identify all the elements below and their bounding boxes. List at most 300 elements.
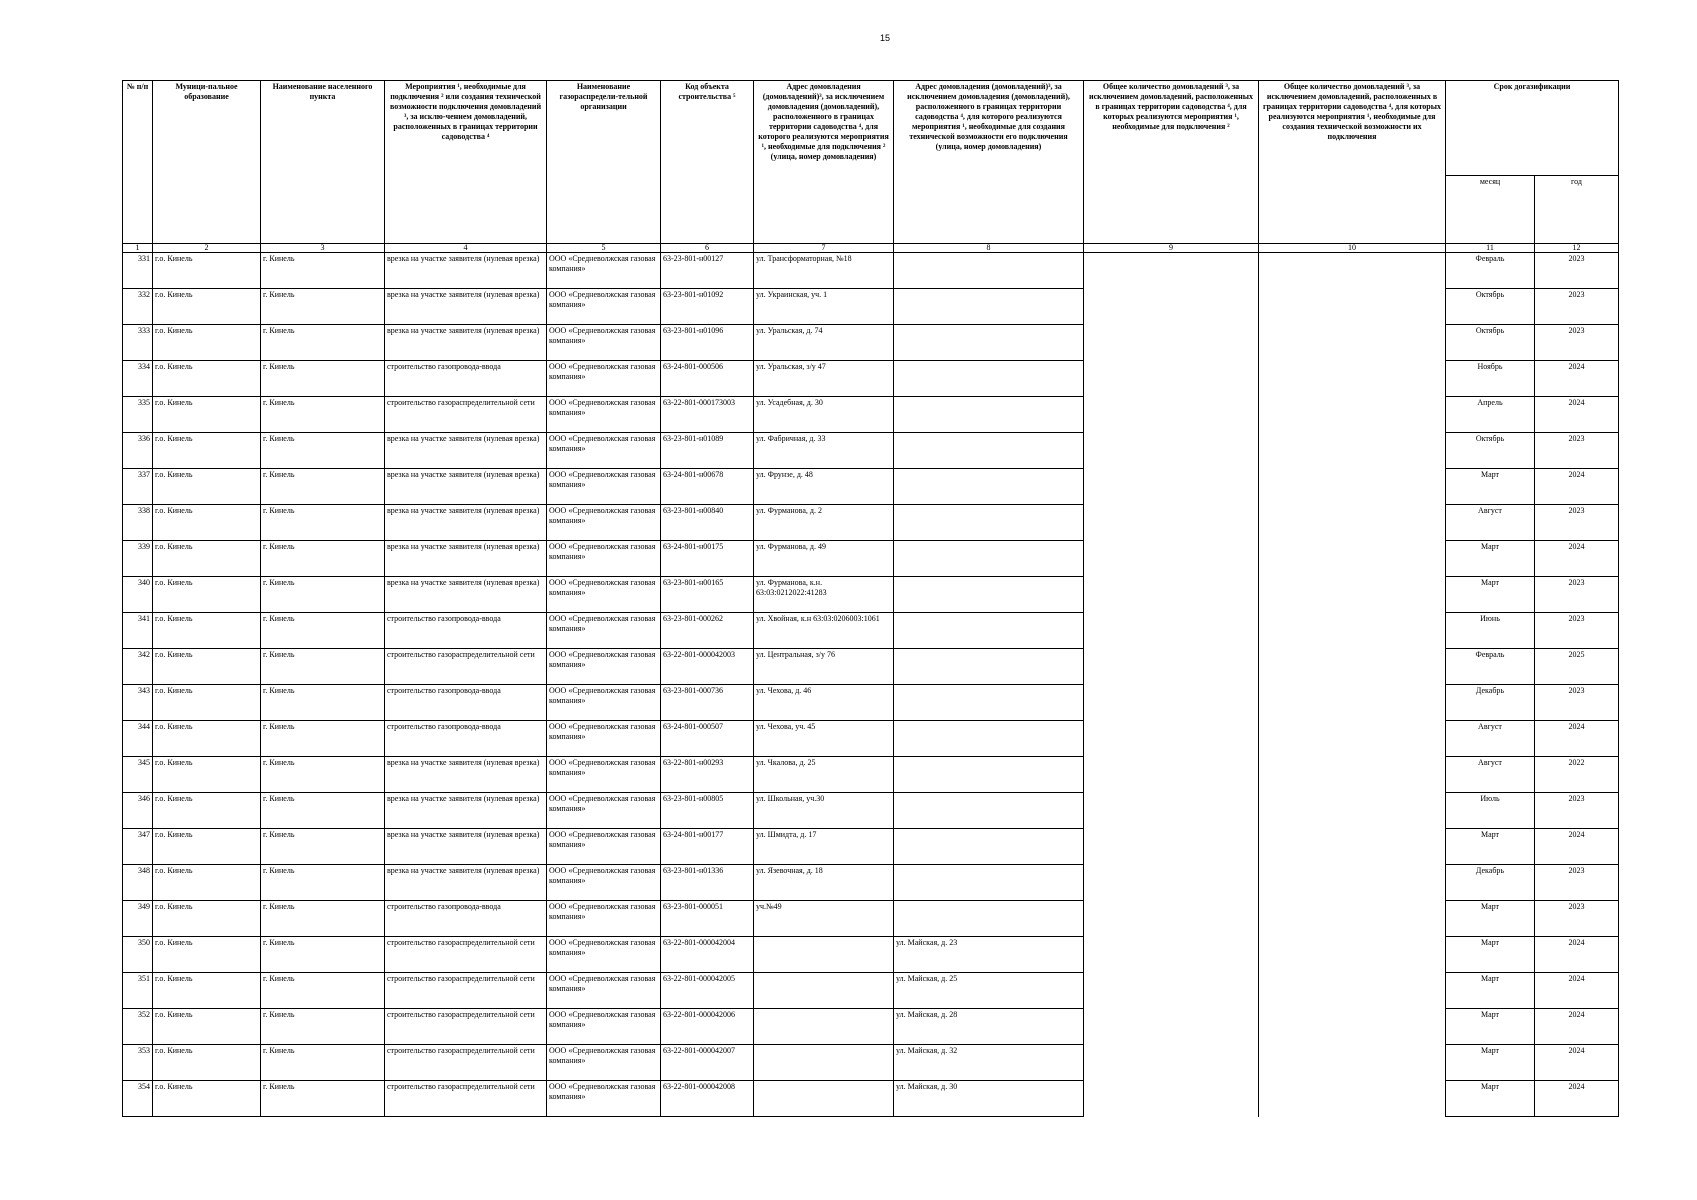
organization-cell: ООО «Средневолжская газовая компания»: [547, 973, 661, 1009]
address-connection-cell: ул. Чехова, д. 46: [754, 685, 894, 721]
count-technical-cell: [1259, 685, 1446, 721]
year-cell: 2023: [1535, 685, 1619, 721]
column-number: 4: [385, 244, 547, 253]
settlement-cell: г. Кинель: [261, 829, 385, 865]
year-cell: 2023: [1535, 505, 1619, 541]
organization-cell: ООО «Средневолжская газовая компания»: [547, 1009, 661, 1045]
settlement-cell: г. Кинель: [261, 649, 385, 685]
settlement-cell: г. Кинель: [261, 685, 385, 721]
organization-cell: ООО «Средневолжская газовая компания»: [547, 901, 661, 937]
municipality-cell: г.о. Кинель: [153, 1045, 261, 1081]
address-connection-cell: ул. Шмидта, д. 17: [754, 829, 894, 865]
address-connection-cell: ул. Фурманова, д. 2: [754, 505, 894, 541]
municipality-cell: г.о. Кинель: [153, 613, 261, 649]
month-cell: Март: [1446, 469, 1535, 505]
column-number: 3: [261, 244, 385, 253]
month-cell: Март: [1446, 829, 1535, 865]
object-code-cell: 63-23-801-000736: [661, 685, 754, 721]
year-cell: 2024: [1535, 1009, 1619, 1045]
municipality-cell: г.о. Кинель: [153, 793, 261, 829]
row-number: 334: [123, 361, 153, 397]
count-connection-cell: [1084, 829, 1259, 865]
settlement-cell: г. Кинель: [261, 541, 385, 577]
row-number: 331: [123, 253, 153, 289]
address-connection-cell: ул. Трансформаторная, №18: [754, 253, 894, 289]
organization-cell: ООО «Средневолжская газовая компания»: [547, 289, 661, 325]
count-connection-cell: [1084, 253, 1259, 289]
settlement-cell: г. Кинель: [261, 361, 385, 397]
address-technical-cell: [894, 361, 1084, 397]
year-cell: 2025: [1535, 649, 1619, 685]
month-cell: Август: [1446, 757, 1535, 793]
address-technical-cell: [894, 253, 1084, 289]
table-row: [123, 865, 1619, 901]
object-code-cell: 63-24-801-н00177: [661, 829, 754, 865]
column-number: 9: [1084, 244, 1259, 253]
count-connection-cell: [1084, 1045, 1259, 1081]
count-connection-cell: [1084, 649, 1259, 685]
year-cell: 2023: [1535, 325, 1619, 361]
settlement-cell: г. Кинель: [261, 901, 385, 937]
settlement-cell: г. Кинель: [261, 505, 385, 541]
year-cell: 2024: [1535, 937, 1619, 973]
month-cell: Октябрь: [1446, 433, 1535, 469]
organization-cell: ООО «Средневолжская газовая компания»: [547, 793, 661, 829]
month-cell: Март: [1446, 901, 1535, 937]
address-connection-cell: [754, 937, 894, 973]
measure-cell: строительство газопровода-ввода: [385, 613, 547, 649]
municipality-cell: г.о. Кинель: [153, 649, 261, 685]
page-number: 15: [879, 33, 890, 43]
row-number: 353: [123, 1045, 153, 1081]
column-number: 5: [547, 244, 661, 253]
row-number: 339: [123, 541, 153, 577]
header-year: год: [1535, 176, 1619, 244]
organization-cell: ООО «Средневолжская газовая компания»: [547, 865, 661, 901]
table-row: [123, 829, 1619, 865]
column-numbers-row: [123, 244, 1619, 253]
municipality-cell: г.о. Кинель: [153, 757, 261, 793]
month-cell: Август: [1446, 721, 1535, 757]
month-cell: Апрель: [1446, 397, 1535, 433]
count-connection-cell: [1084, 685, 1259, 721]
object-code-cell: 63-23-801-н00840: [661, 505, 754, 541]
object-code-cell: 63-23-801-н01092: [661, 289, 754, 325]
measure-cell: врезка на участке заявителя (нулевая врезка): [385, 433, 547, 469]
address-connection-cell: ул. Чехова, уч. 45: [754, 721, 894, 757]
count-connection-cell: [1084, 505, 1259, 541]
municipality-cell: г.о. Кинель: [153, 361, 261, 397]
organization-cell: ООО «Средневолжская газовая компания»: [547, 325, 661, 361]
address-technical-cell: ул. Майская, д. 32: [894, 1045, 1084, 1081]
month-cell: Март: [1446, 541, 1535, 577]
address-technical-cell: [894, 829, 1084, 865]
row-number: 341: [123, 613, 153, 649]
object-code-cell: 63-23-801-н01089: [661, 433, 754, 469]
table-row: [123, 649, 1619, 685]
count-technical-cell: [1259, 721, 1446, 757]
object-code-cell: 63-22-801-000173003: [661, 397, 754, 433]
count-technical-cell: [1259, 865, 1446, 901]
header-measures: Мероприятия ¹, необходимые для подключения ² или создания технической возможности подключения домовладений ³, за исклю-чением домовладений, расположенных в границах территории садоводства ⁴: [385, 81, 547, 244]
count-technical-cell: [1259, 901, 1446, 937]
address-connection-cell: уч.№49: [754, 901, 894, 937]
column-number: 12: [1535, 244, 1619, 253]
address-connection-cell: ул. Школьная, уч.30: [754, 793, 894, 829]
municipality-cell: г.о. Кинель: [153, 721, 261, 757]
municipality-cell: г.о. Кинель: [153, 1009, 261, 1045]
row-number: 342: [123, 649, 153, 685]
table-row: [123, 361, 1619, 397]
object-code-cell: 63-23-801-н00127: [661, 253, 754, 289]
measure-cell: врезка на участке заявителя (нулевая врезка): [385, 541, 547, 577]
settlement-cell: г. Кинель: [261, 937, 385, 973]
settlement-cell: г. Кинель: [261, 973, 385, 1009]
header-object-code: Код объекта строительства ⁵: [661, 81, 754, 244]
municipality-cell: г.о. Кинель: [153, 289, 261, 325]
year-cell: 2023: [1535, 793, 1619, 829]
table-row: [123, 613, 1619, 649]
measure-cell: строительство газопровода-ввода: [385, 721, 547, 757]
address-technical-cell: [894, 505, 1084, 541]
year-cell: 2024: [1535, 1081, 1619, 1117]
measure-cell: врезка на участке заявителя (нулевая врезка): [385, 829, 547, 865]
year-cell: 2024: [1535, 397, 1619, 433]
count-technical-cell: [1259, 1009, 1446, 1045]
settlement-cell: г. Кинель: [261, 289, 385, 325]
address-technical-cell: [894, 793, 1084, 829]
address-technical-cell: [894, 721, 1084, 757]
organization-cell: ООО «Средневолжская газовая компания»: [547, 397, 661, 433]
organization-cell: ООО «Средневолжская газовая компания»: [547, 1045, 661, 1081]
header-address-connection: Адрес домовладения (домовладений)³, за исключением домовладения (домовладений), расположенного в границах территории садоводства ⁴, для которого реализуются мероприятия ¹, необходимые для подключения ² (улица, номер домовладения): [754, 81, 894, 244]
organization-cell: ООО «Средневолжская газовая компания»: [547, 541, 661, 577]
count-technical-cell: [1259, 613, 1446, 649]
count-technical-cell: [1259, 937, 1446, 973]
table-row: [123, 469, 1619, 505]
address-technical-cell: [894, 901, 1084, 937]
month-cell: Март: [1446, 577, 1535, 613]
count-technical-cell: [1259, 361, 1446, 397]
table-row: [123, 757, 1619, 793]
count-technical-cell: [1259, 577, 1446, 613]
organization-cell: ООО «Средневолжская газовая компания»: [547, 613, 661, 649]
table-row: [123, 793, 1619, 829]
measure-cell: врезка на участке заявителя (нулевая врезка): [385, 793, 547, 829]
month-cell: Октябрь: [1446, 325, 1535, 361]
settlement-cell: г. Кинель: [261, 865, 385, 901]
year-cell: 2023: [1535, 289, 1619, 325]
row-number: 332: [123, 289, 153, 325]
address-technical-cell: [894, 649, 1084, 685]
organization-cell: ООО «Средневолжская газовая компания»: [547, 721, 661, 757]
count-connection-cell: [1084, 865, 1259, 901]
address-connection-cell: ул. Уральская, з/у 47: [754, 361, 894, 397]
measure-cell: врезка на участке заявителя (нулевая врезка): [385, 469, 547, 505]
municipality-cell: г.о. Кинель: [153, 541, 261, 577]
address-connection-cell: [754, 973, 894, 1009]
settlement-cell: г. Кинель: [261, 325, 385, 361]
municipality-cell: г.о. Кинель: [153, 577, 261, 613]
month-cell: Июнь: [1446, 613, 1535, 649]
object-code-cell: 63-22-801-000042004: [661, 937, 754, 973]
year-cell: 2024: [1535, 973, 1619, 1009]
organization-cell: ООО «Средневолжская газовая компания»: [547, 361, 661, 397]
address-technical-cell: [894, 433, 1084, 469]
address-connection-cell: ул. Фурманова, д. 49: [754, 541, 894, 577]
row-number: 349: [123, 901, 153, 937]
measure-cell: строительство газопровода-ввода: [385, 901, 547, 937]
header-month: месяц: [1446, 176, 1535, 244]
table-row: [123, 685, 1619, 721]
address-connection-cell: ул. Фрунзе, д. 48: [754, 469, 894, 505]
organization-cell: ООО «Средневолжская газовая компания»: [547, 937, 661, 973]
settlement-cell: г. Кинель: [261, 433, 385, 469]
measure-cell: строительство газораспределительной сети: [385, 649, 547, 685]
year-cell: 2023: [1535, 577, 1619, 613]
address-connection-cell: ул. Язевочная, д. 18: [754, 865, 894, 901]
row-number: 336: [123, 433, 153, 469]
month-cell: Февраль: [1446, 649, 1535, 685]
table-row: [123, 1045, 1619, 1081]
year-cell: 2023: [1535, 901, 1619, 937]
municipality-cell: г.о. Кинель: [153, 973, 261, 1009]
header-count-connection: Общее количество домовладений ³, за исключением домовладений, расположенных в границах территории садоводства ⁴, для которых реализуются мероприятия ¹, необходимые для подключения ²: [1084, 81, 1259, 244]
month-cell: Ноябрь: [1446, 361, 1535, 397]
count-connection-cell: [1084, 937, 1259, 973]
table-row: [123, 577, 1619, 613]
object-code-cell: 63-23-801-000262: [661, 613, 754, 649]
month-cell: Март: [1446, 937, 1535, 973]
count-connection-cell: [1084, 325, 1259, 361]
municipality-cell: г.о. Кинель: [153, 433, 261, 469]
measure-cell: строительство газораспределительной сети: [385, 937, 547, 973]
settlement-cell: г. Кинель: [261, 757, 385, 793]
object-code-cell: 63-24-801-н00175: [661, 541, 754, 577]
address-technical-cell: [894, 397, 1084, 433]
settlement-cell: г. Кинель: [261, 721, 385, 757]
address-connection-cell: [754, 1081, 894, 1117]
object-code-cell: 63-22-801-000042006: [661, 1009, 754, 1045]
header-address-technical: Адрес домовладения (домовладений)³, за исключением домовладения (домовладений), расположенного в границах территории садоводства ⁴, для которого реализуются мероприятия ¹, необходимые для создания технической возможности его подключения (улица, номер домовладения): [894, 81, 1084, 244]
settlement-cell: г. Кинель: [261, 1045, 385, 1081]
year-cell: 2024: [1535, 1045, 1619, 1081]
settlement-cell: г. Кинель: [261, 613, 385, 649]
address-technical-cell: [894, 613, 1084, 649]
object-code-cell: 63-22-801-н00293: [661, 757, 754, 793]
count-technical-cell: [1259, 505, 1446, 541]
object-code-cell: 63-23-801-н01096: [661, 325, 754, 361]
count-technical-cell: [1259, 325, 1446, 361]
address-technical-cell: [894, 289, 1084, 325]
row-number: 352: [123, 1009, 153, 1045]
settlement-cell: г. Кинель: [261, 1009, 385, 1045]
count-connection-cell: [1084, 973, 1259, 1009]
count-technical-cell: [1259, 397, 1446, 433]
count-connection-cell: [1084, 1009, 1259, 1045]
row-number: 335: [123, 397, 153, 433]
organization-cell: ООО «Средневолжская газовая компания»: [547, 577, 661, 613]
settlement-cell: г. Кинель: [261, 253, 385, 289]
count-technical-cell: [1259, 469, 1446, 505]
organization-cell: ООО «Средневолжская газовая компания»: [547, 649, 661, 685]
object-code-cell: 63-23-801-н01336: [661, 865, 754, 901]
row-number: 347: [123, 829, 153, 865]
object-code-cell: 63-23-801-н00805: [661, 793, 754, 829]
object-code-cell: 63-24-801-000507: [661, 721, 754, 757]
table-row: [123, 973, 1619, 1009]
month-cell: Октябрь: [1446, 289, 1535, 325]
count-connection-cell: [1084, 1081, 1259, 1117]
organization-cell: ООО «Средневолжская газовая компания»: [547, 505, 661, 541]
row-number: 348: [123, 865, 153, 901]
month-cell: Март: [1446, 1009, 1535, 1045]
table-row: [123, 1081, 1619, 1117]
year-cell: 2023: [1535, 865, 1619, 901]
municipality-cell: г.о. Кинель: [153, 1081, 261, 1117]
address-technical-cell: [894, 469, 1084, 505]
table-row: [123, 541, 1619, 577]
municipality-cell: г.о. Кинель: [153, 253, 261, 289]
year-cell: 2024: [1535, 361, 1619, 397]
count-technical-cell: [1259, 757, 1446, 793]
count-connection-cell: [1084, 901, 1259, 937]
count-connection-cell: [1084, 757, 1259, 793]
column-number: 10: [1259, 244, 1446, 253]
municipality-cell: г.о. Кинель: [153, 397, 261, 433]
municipality-cell: г.о. Кинель: [153, 469, 261, 505]
year-cell: 2024: [1535, 469, 1619, 505]
count-connection-cell: [1084, 613, 1259, 649]
count-technical-cell: [1259, 973, 1446, 1009]
table-body: [123, 253, 1619, 1117]
month-cell: Декабрь: [1446, 685, 1535, 721]
measure-cell: строительство газопровода-ввода: [385, 685, 547, 721]
table-row: [123, 901, 1619, 937]
count-connection-cell: [1084, 577, 1259, 613]
address-technical-cell: [894, 541, 1084, 577]
object-code-cell: 63-24-801-н00678: [661, 469, 754, 505]
count-connection-cell: [1084, 541, 1259, 577]
measure-cell: врезка на участке заявителя (нулевая врезка): [385, 577, 547, 613]
organization-cell: ООО «Средневолжская газовая компания»: [547, 433, 661, 469]
month-cell: Февраль: [1446, 253, 1535, 289]
measure-cell: строительство газораспределительной сети: [385, 973, 547, 1009]
header-settlement: Наименование населенного пункта: [261, 81, 385, 244]
count-connection-cell: [1084, 397, 1259, 433]
count-connection-cell: [1084, 721, 1259, 757]
column-number: 6: [661, 244, 754, 253]
municipality-cell: г.о. Кинель: [153, 865, 261, 901]
header-municipality: Муници-пальное образование: [153, 81, 261, 244]
year-cell: 2023: [1535, 253, 1619, 289]
table-row: [123, 505, 1619, 541]
organization-cell: ООО «Средневолжская газовая компания»: [547, 253, 661, 289]
organization-cell: ООО «Средневолжская газовая компания»: [547, 757, 661, 793]
measure-cell: строительство газораспределительной сети: [385, 397, 547, 433]
gasification-schedule-table: [122, 80, 1619, 1117]
address-technical-cell: [894, 757, 1084, 793]
address-connection-cell: [754, 1009, 894, 1045]
address-technical-cell: ул. Майская, д. 28: [894, 1009, 1084, 1045]
table-row: [123, 937, 1619, 973]
object-code-cell: 63-22-801-000042008: [661, 1081, 754, 1117]
year-cell: 2024: [1535, 721, 1619, 757]
object-code-cell: 63-23-801-н00165: [661, 577, 754, 613]
table-row: [123, 721, 1619, 757]
object-code-cell: 63-24-801-000506: [661, 361, 754, 397]
header-deadline: Срок догазификации: [1446, 81, 1619, 176]
column-number: 2: [153, 244, 261, 253]
address-technical-cell: [894, 325, 1084, 361]
table-header: [123, 81, 1619, 253]
address-connection-cell: ул. Усадебная, д. 30: [754, 397, 894, 433]
municipality-cell: г.о. Кинель: [153, 505, 261, 541]
organization-cell: ООО «Средневолжская газовая компания»: [547, 469, 661, 505]
address-technical-cell: ул. Майская, д. 25: [894, 973, 1084, 1009]
municipality-cell: г.о. Кинель: [153, 685, 261, 721]
municipality-cell: г.о. Кинель: [153, 829, 261, 865]
measure-cell: врезка на участке заявителя (нулевая врезка): [385, 325, 547, 361]
row-number: 333: [123, 325, 153, 361]
measure-cell: врезка на участке заявителя (нулевая врезка): [385, 757, 547, 793]
object-code-cell: 63-22-801-000042007: [661, 1045, 754, 1081]
row-number: 343: [123, 685, 153, 721]
count-connection-cell: [1084, 469, 1259, 505]
column-number: 1: [123, 244, 153, 253]
row-number: 345: [123, 757, 153, 793]
month-cell: Март: [1446, 973, 1535, 1009]
address-connection-cell: ул. Хвойная, к.н 63:03:0206003:1061: [754, 613, 894, 649]
address-connection-cell: ул. Чкалова, д. 25: [754, 757, 894, 793]
count-technical-cell: [1259, 829, 1446, 865]
address-technical-cell: ул. Майская, д. 23: [894, 937, 1084, 973]
organization-cell: ООО «Средневолжская газовая компания»: [547, 1081, 661, 1117]
settlement-cell: г. Кинель: [261, 1081, 385, 1117]
address-connection-cell: [754, 1045, 894, 1081]
header-count-technical: Общее количество домовладений ³, за исключением домовладений, расположенных в границах территории садоводства ⁴, для которых реализуются мероприятия ¹, необходимые для создания технической возможности их подключения: [1259, 81, 1446, 244]
settlement-cell: г. Кинель: [261, 469, 385, 505]
count-technical-cell: [1259, 1045, 1446, 1081]
municipality-cell: г.о. Кинель: [153, 325, 261, 361]
object-code-cell: 63-23-801-000051: [661, 901, 754, 937]
count-technical-cell: [1259, 433, 1446, 469]
month-cell: Март: [1446, 1045, 1535, 1081]
address-connection-cell: ул. Фурманова, к.н. 63:03:0212022:41283: [754, 577, 894, 613]
count-connection-cell: [1084, 361, 1259, 397]
count-technical-cell: [1259, 541, 1446, 577]
table-row: [123, 289, 1619, 325]
address-connection-cell: ул. Центральная, з/у 76: [754, 649, 894, 685]
count-technical-cell: [1259, 793, 1446, 829]
address-connection-cell: ул. Украинская, уч. 1: [754, 289, 894, 325]
row-number: 344: [123, 721, 153, 757]
table-row: [123, 433, 1619, 469]
row-number: 346: [123, 793, 153, 829]
month-cell: Август: [1446, 505, 1535, 541]
count-technical-cell: [1259, 1081, 1446, 1117]
settlement-cell: г. Кинель: [261, 793, 385, 829]
address-connection-cell: ул. Фабричная, д. 33: [754, 433, 894, 469]
table-row: [123, 325, 1619, 361]
measure-cell: строительство газораспределительной сети: [385, 1045, 547, 1081]
address-technical-cell: [894, 577, 1084, 613]
count-technical-cell: [1259, 253, 1446, 289]
object-code-cell: 63-22-801-000042005: [661, 973, 754, 1009]
column-number: 8: [894, 244, 1084, 253]
year-cell: 2024: [1535, 541, 1619, 577]
row-number: 354: [123, 1081, 153, 1117]
